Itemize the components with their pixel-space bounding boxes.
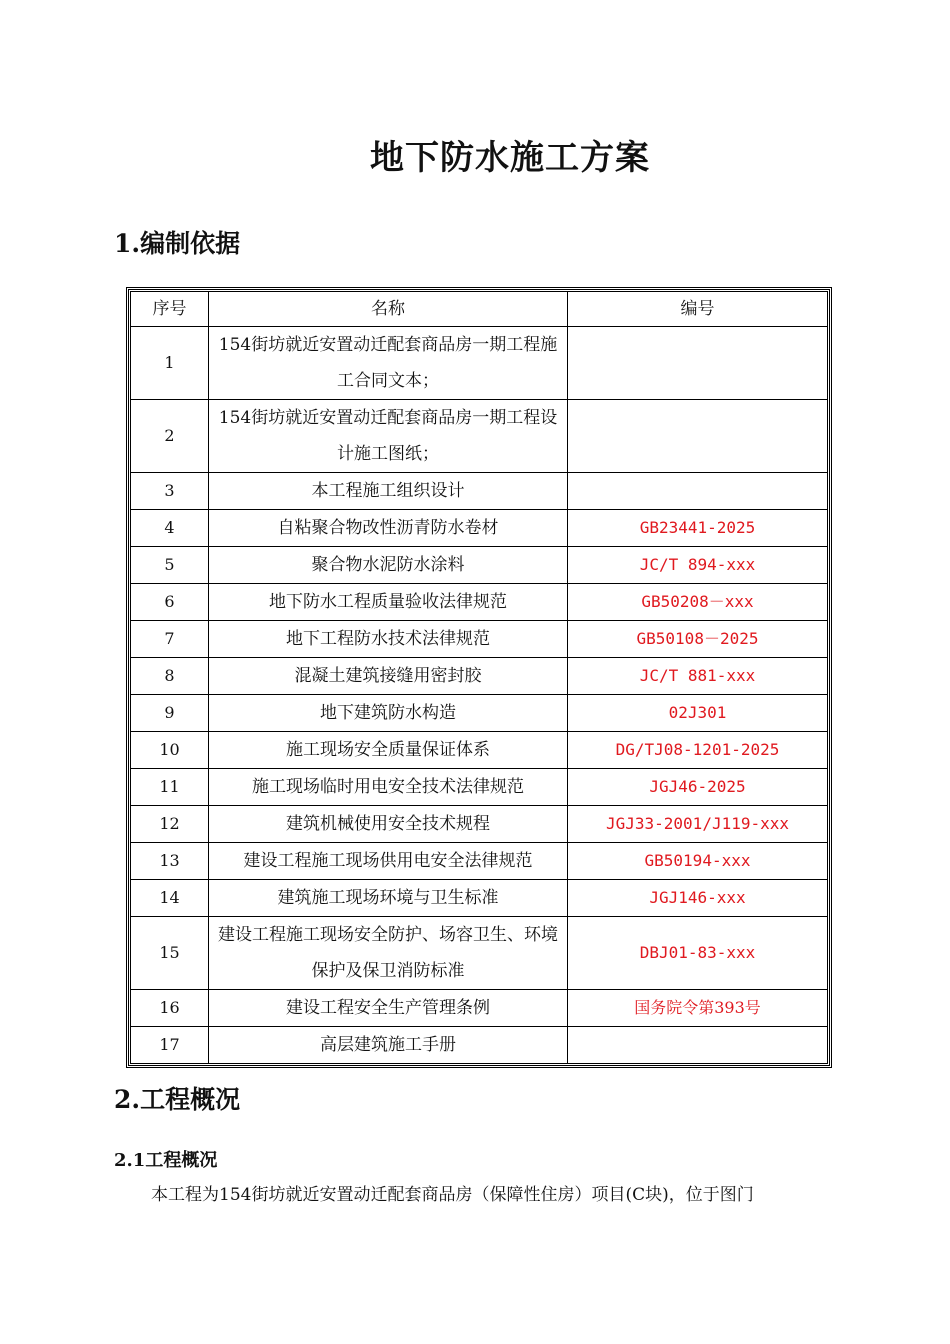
row-code: GB50108－2025: [568, 621, 828, 658]
basis-table: [126, 287, 832, 1068]
row-code: JGJ46-2025: [568, 769, 828, 806]
row-no: 17: [131, 1027, 209, 1064]
row-no: 3: [131, 473, 209, 510]
row-no: 15: [131, 917, 209, 990]
row-code: [568, 400, 828, 473]
row-code: GB50194-xxx: [568, 843, 828, 880]
row-no: 7: [131, 621, 209, 658]
row-name: 自粘聚合物改性沥青防水卷材: [209, 510, 568, 547]
row-no: 13: [131, 843, 209, 880]
row-name: 建设工程施工现场供用电安全法律规范: [209, 843, 568, 880]
table-row: [131, 327, 828, 400]
row-code: JC/T 881-xxx: [568, 658, 828, 695]
row-name: 154街坊就近安置动迁配套商品房一期工程施工合同文本；: [209, 327, 568, 400]
table-row: [131, 806, 828, 843]
row-no: 11: [131, 769, 209, 806]
table-header-row: [131, 292, 828, 327]
row-no: 2: [131, 400, 209, 473]
row-code: JGJ33-2001/J119-xxx: [568, 806, 828, 843]
header-cell-no: 序号: [131, 292, 209, 327]
table-row: [131, 1027, 828, 1064]
row-name: 建设工程安全生产管理条例: [209, 990, 568, 1027]
row-code: 02J301: [568, 695, 828, 732]
row-code: JGJ146-xxx: [568, 880, 828, 917]
row-no: 14: [131, 880, 209, 917]
document-title: 地下防水施工方案: [370, 138, 650, 178]
table-row: [131, 695, 828, 732]
row-name: 建设工程施工现场安全防护、场容卫生、环境保护及保卫消防标准: [209, 917, 568, 990]
table-row: [131, 917, 828, 990]
table-row: [131, 473, 828, 510]
row-name: 混凝土建筑接缝用密封胶: [209, 658, 568, 695]
row-no: 5: [131, 547, 209, 584]
header-cell-code: 编号: [568, 292, 828, 327]
row-name: 建筑施工现场环境与卫生标准: [209, 880, 568, 917]
table-row: [131, 880, 828, 917]
table-row: [131, 769, 828, 806]
row-no: 16: [131, 990, 209, 1027]
overview-paragraph: 本工程为154街坊就近安置动迁配套商品房（保障性住房）项目(C块)，位于图门: [151, 1185, 754, 1205]
row-no: 10: [131, 732, 209, 769]
table-row: [131, 990, 828, 1027]
row-name: 154街坊就近安置动迁配套商品房一期工程设计施工图纸；: [209, 400, 568, 473]
row-no: 8: [131, 658, 209, 695]
row-no: 6: [131, 584, 209, 621]
row-name: 本工程施工组织设计: [209, 473, 568, 510]
row-name: 地下防水工程质量验收法律规范: [209, 584, 568, 621]
row-no: 4: [131, 510, 209, 547]
row-code: GB50208－xxx: [568, 584, 828, 621]
row-no: 1: [131, 327, 209, 400]
table-row: [131, 400, 828, 473]
subsection-heading-overview: 2.1工程概况: [114, 1150, 218, 1171]
table-row: [131, 843, 828, 880]
row-no: 12: [131, 806, 209, 843]
row-code: [568, 1027, 828, 1064]
row-name: 地下工程防水技术法律规范: [209, 621, 568, 658]
row-name: 施工现场临时用电安全技术法律规范: [209, 769, 568, 806]
table-row: [131, 584, 828, 621]
row-code: [568, 473, 828, 510]
table-row: [131, 732, 828, 769]
row-name: 建筑机械使用安全技术规程: [209, 806, 568, 843]
row-name: 施工现场安全质量保证体系: [209, 732, 568, 769]
header-cell-name: 名称: [209, 292, 568, 327]
row-no: 9: [131, 695, 209, 732]
row-code: JC/T 894-xxx: [568, 547, 828, 584]
row-code: DG/TJ08-1201-2025: [568, 732, 828, 769]
table-row: [131, 547, 828, 584]
row-code: [568, 327, 828, 400]
row-name: 聚合物水泥防水涂料: [209, 547, 568, 584]
row-name: 高层建筑施工手册: [209, 1027, 568, 1064]
row-code: DBJ01-83-xxx: [568, 917, 828, 990]
row-name: 地下建筑防水构造: [209, 695, 568, 732]
table-row: [131, 621, 828, 658]
table-row: [131, 658, 828, 695]
section-heading-overview: 2.工程概况: [114, 1085, 241, 1114]
table-row: [131, 510, 828, 547]
section-heading-basis: 1.编制依据: [114, 229, 241, 258]
row-code: 国务院令第393号: [568, 990, 828, 1027]
row-code: GB23441-2025: [568, 510, 828, 547]
